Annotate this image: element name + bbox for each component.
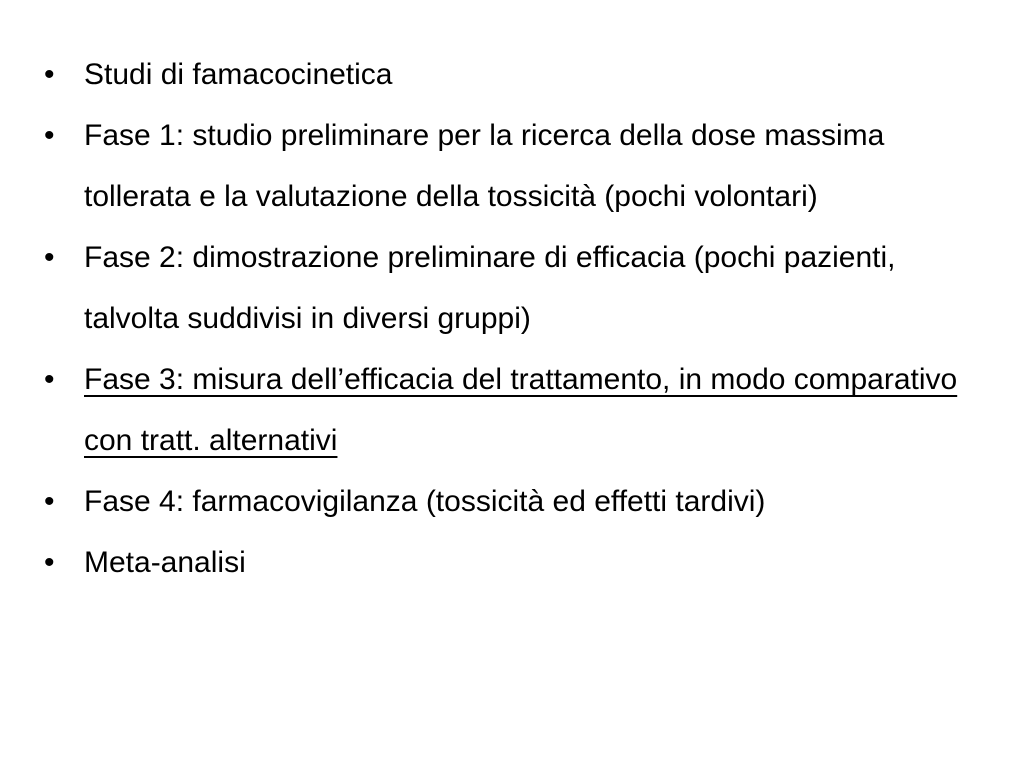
- bullet-item-fase-3: [44, 349, 974, 471]
- bullet-text: Fase 4: farmacovigilanza (tossicità ed effetti tardivi): [84, 485, 766, 518]
- bullet-icon: •: [44, 363, 55, 396]
- bullet-item-meta-analisi: [44, 532, 974, 593]
- bullet-list: [44, 44, 974, 593]
- bullet-icon: •: [44, 485, 55, 518]
- bullet-text: Fase 1: studio preliminare per la ricerca della dose massima tollerata e la valutazione della tossicità (pochi volontari): [84, 119, 885, 213]
- bullet-item-fase-1: [44, 105, 974, 227]
- bullet-icon: •: [44, 241, 55, 274]
- bullet-icon: •: [44, 58, 55, 91]
- bullet-icon: •: [44, 546, 55, 579]
- bullet-text: Studi di famacocinetica: [84, 58, 393, 91]
- bullet-text: Fase 2: dimostrazione preliminare di efficacia (pochi pazienti, talvolta suddivisi in diversi gruppi): [84, 241, 896, 335]
- bullet-item-fase-2: [44, 227, 974, 349]
- bullet-text: Meta-analisi: [84, 546, 246, 579]
- bullet-text-underlined: Fase 3: misura dell’efficacia del trattamento, in modo comparativo con tratt. alternativi: [84, 363, 958, 457]
- bullet-item-studi: [44, 44, 974, 105]
- bullet-item-fase-4: [44, 471, 974, 532]
- bullet-icon: •: [44, 119, 55, 152]
